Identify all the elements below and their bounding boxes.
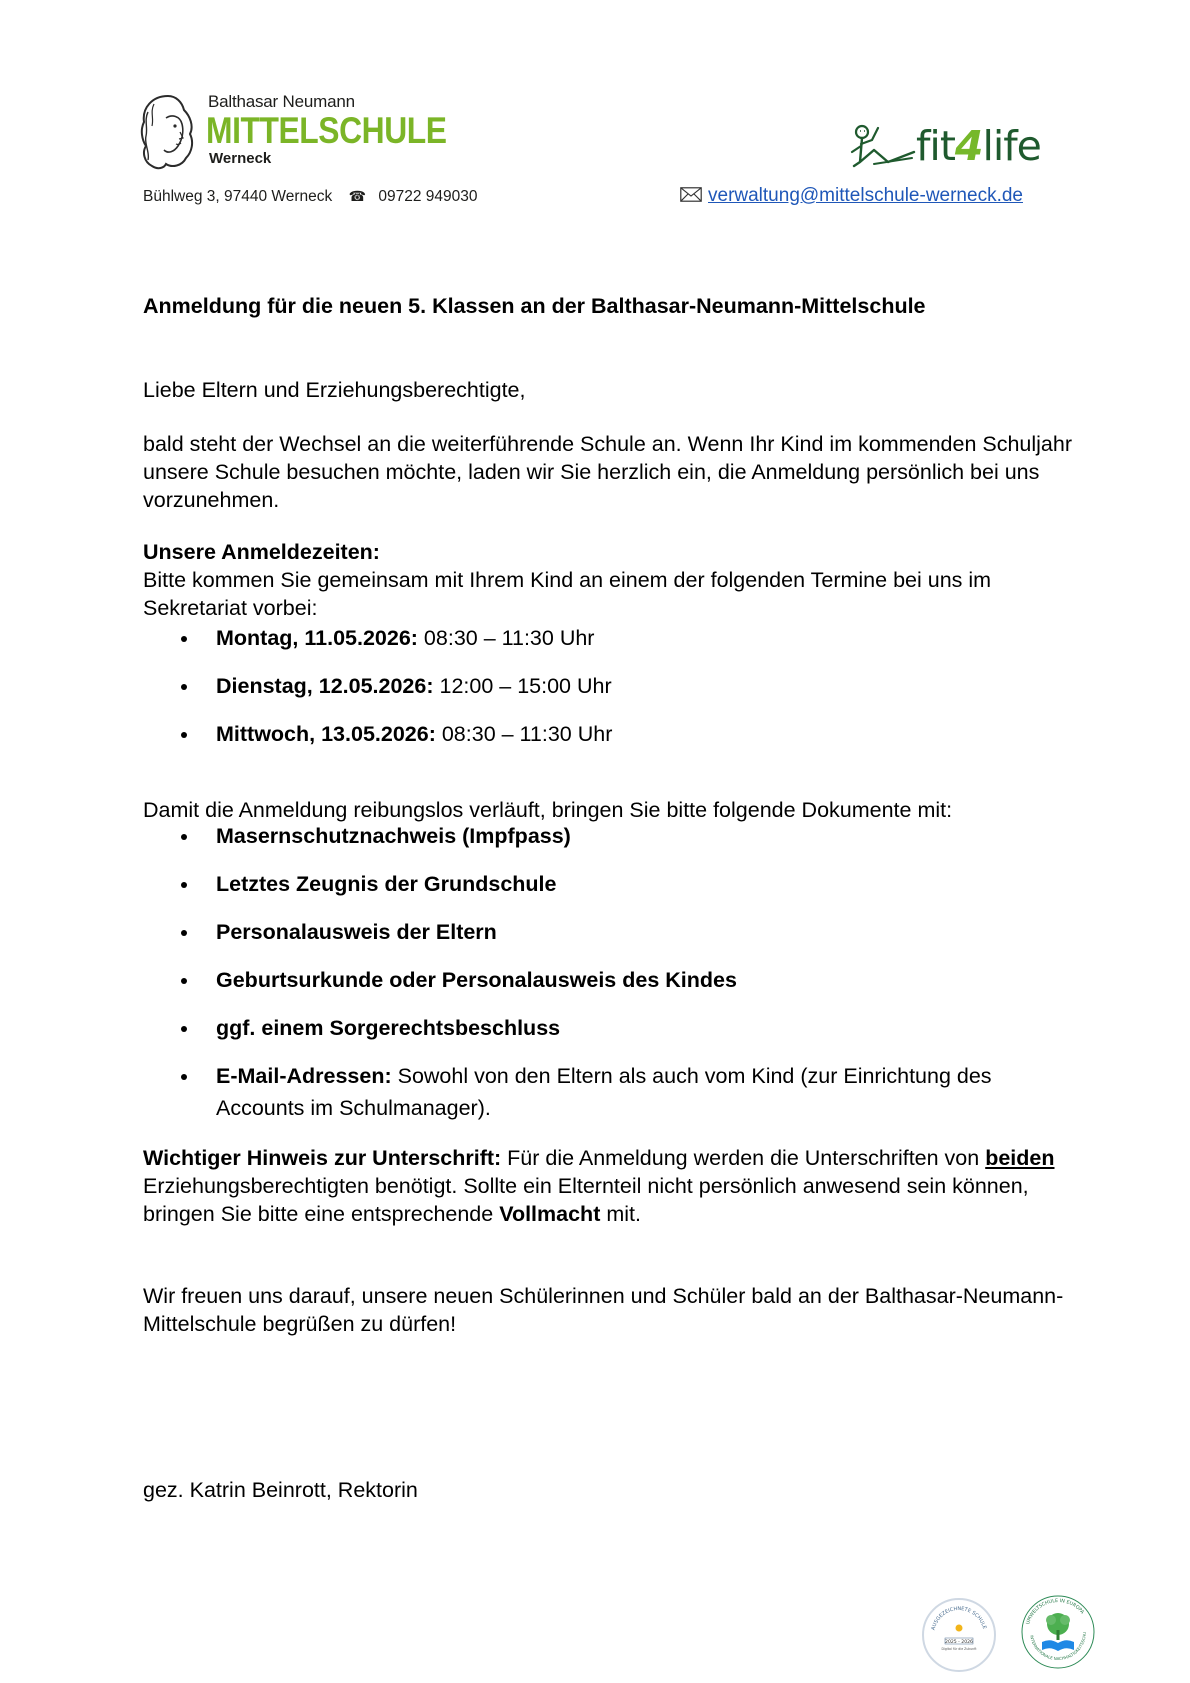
list-item: Dienstag, 12.05.2026: 12:00 – 15:00 Uhr	[143, 670, 1083, 702]
award-seal-icon	[924, 1600, 994, 1670]
school-name-line1: Balthasar Neumann	[208, 92, 355, 111]
email-block	[680, 185, 1023, 207]
documents-intro: Damit die Anmeldung reibungslos verläuft, bringen Sie bitte folgende Dokumente mit:	[143, 798, 953, 822]
phone-text: 09722 949030	[378, 188, 478, 205]
appointment-list	[143, 622, 1083, 750]
school-logo	[138, 88, 447, 178]
svg-text:INTERNATIONALE NACHHALTIGKEITS: INTERNATIONALE NACHHALTIGKEITSSCHU	[1029, 1631, 1088, 1662]
list-item: Masernschutznachweis (Impfpass)	[143, 820, 1083, 852]
school-name-line2: MITTELSCHULE	[206, 110, 447, 151]
signature-notice: Wichtiger Hinweis zur Unterschrift: Für die Anmeldung werden die Unterschriften von beiden Erziehungsberechtigten benötigt. Sollte ein Elternteil nicht persönlich anwesend sein können, bringen Sie bitte eine entsprechende Vollmacht mit.	[143, 1146, 1055, 1226]
times-heading: Unsere Anmeldezeiten:	[143, 540, 380, 564]
school-founder-portrait-icon	[138, 92, 200, 172]
times-intro: Bitte kommen Sie gemeinsam mit Ihrem Kind an einem der folgenden Termine bei uns im Sekretariat vorbei:	[143, 568, 992, 620]
list-item: Personalausweis der Eltern	[143, 916, 1083, 948]
salutation: Liebe Eltern und Erziehungsberechtigte,	[143, 378, 526, 402]
contact-line	[143, 188, 478, 206]
list-item: Montag, 11.05.2026: 08:30 – 11:30 Uhr	[143, 622, 1083, 654]
school-name-line3: Werneck	[209, 150, 272, 167]
eco-school-icon	[1020, 1594, 1096, 1670]
phone-icon: ☎	[348, 188, 367, 204]
intro-paragraph: bald steht der Wechsel an die weiterführende Schule an. Wenn Ihr Kind im kommenden Schuljahr unsere Schule besuchen möchte, laden wir Sie herzlich ein, die Anmeldung persönlich bei uns vorzunehmen.	[143, 432, 1073, 512]
list-item: Geburtsurkunde oder Personalausweis des Kindes	[143, 964, 1083, 996]
svg-text:Digital für die Zukunft: Digital für die Zukunft	[941, 1647, 977, 1651]
digital-school-seal	[922, 1598, 996, 1672]
list-item: Mittwoch, 13.05.2026: 08:30 – 11:30 Uhr	[143, 718, 1083, 750]
reclining-figure-icon	[848, 122, 920, 178]
svg-text:AUSGEZEICHNETE SCHULE: AUSGEZEICHNETE SCHULE	[930, 1605, 988, 1631]
list-item: E-Mail-Adressen: Sowohl von den Eltern als auch vom Kind (zur Einrichtung des Accounts im Schulmanager).	[143, 1060, 1083, 1124]
letter-title: Anmeldung für die neuen 5. Klassen an der Balthasar-Neumann-Mittelschule	[143, 294, 926, 318]
list-item: ggf. einem Sorgerechtsbeschluss	[143, 1012, 1083, 1044]
signature: gez. Katrin Beinrott, Rektorin	[143, 1478, 418, 1502]
svg-text:UMWELTSCHULE IN EUROPA: UMWELTSCHULE IN EUROPA	[1026, 1598, 1085, 1626]
email-link[interactable]: verwaltung@mittelschule-werneck.de	[708, 185, 1023, 206]
address-text: Bühlweg 3, 97440 Werneck	[143, 188, 333, 205]
documents-list	[143, 820, 1083, 1124]
envelope-icon	[680, 187, 702, 202]
closing-paragraph: Wir freuen uns darauf, unsere neuen Schülerinnen und Schüler bald an der Balthasar-Neumann-Mittelschule begrüßen zu dürfen!	[143, 1284, 1064, 1336]
eco-school-seal	[1020, 1594, 1096, 1670]
fit4life-logo	[848, 122, 1060, 178]
list-item: Letztes Zeugnis der Grundschule	[143, 868, 1083, 900]
fit4life-wordmark: fit4life	[916, 122, 1041, 170]
svg-text:2025 - 2026: 2025 - 2026	[945, 1639, 973, 1645]
